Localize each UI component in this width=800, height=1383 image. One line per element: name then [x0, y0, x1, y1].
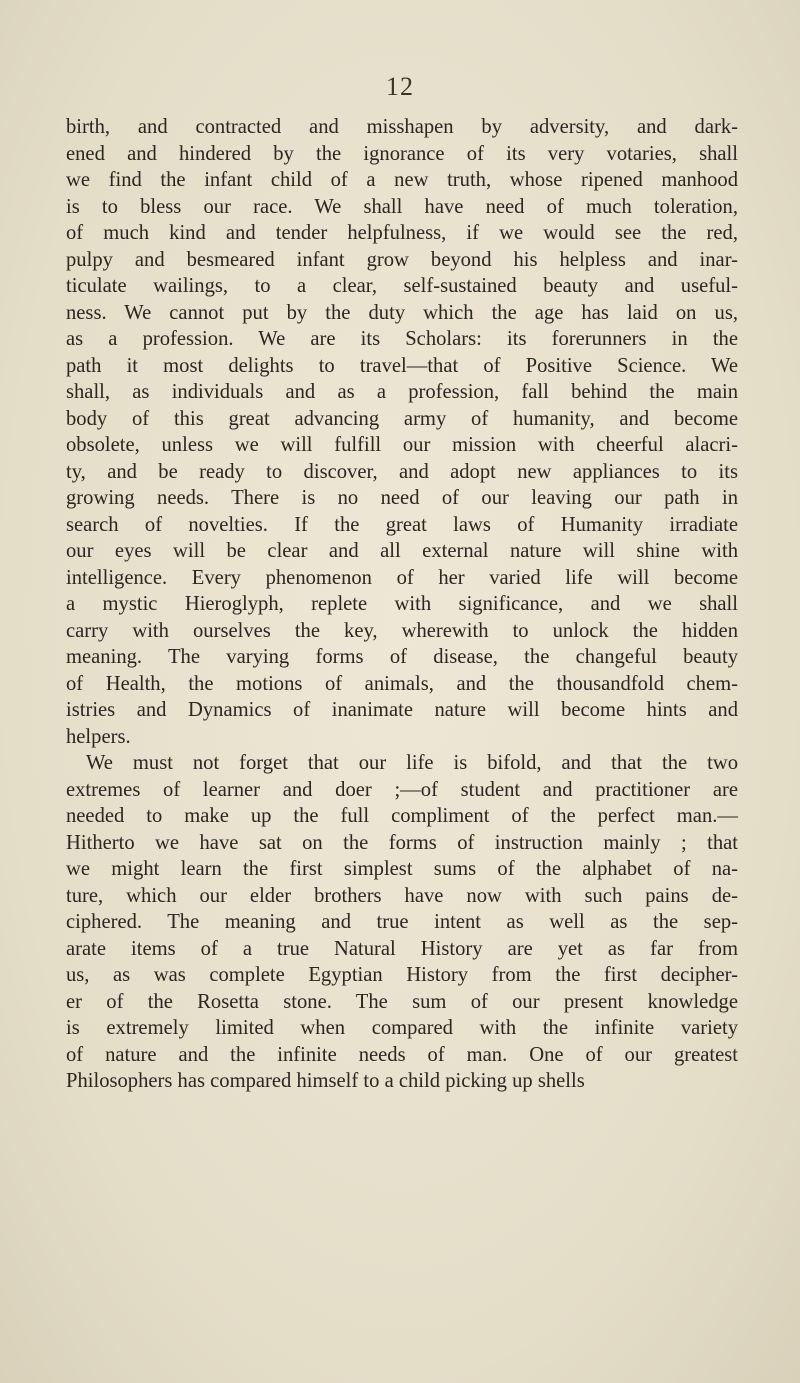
- text-line: search of novelties. If the great laws of Humanity irradiate: [66, 513, 738, 536]
- text-line: helpers.: [66, 725, 131, 748]
- text-line: our eyes will be clear and all external nature will shine with: [66, 540, 738, 562]
- text-line: extremes of learner and doer ;—of student and practitioner are: [66, 778, 738, 801]
- text-line: ened and hindered by the ignorance of its very votaries, shall: [66, 142, 738, 165]
- text-line: a mystic Hieroglyph, replete with significance, and we shall: [66, 593, 738, 615]
- text-line: ticulate wailings, to a clear, self-sustained beauty and useful-: [66, 275, 738, 297]
- page-number: 12: [386, 72, 414, 101]
- text-line: as a profession. We are its Scholars: its forerunners in the: [66, 328, 738, 350]
- text-line: is to bless our race. We shall have need of much toleration,: [66, 195, 738, 218]
- text-line: us, as was complete Egyptian History from the first decipher-: [66, 964, 738, 986]
- text-line: shall, as individuals and as a profession, fall behind the main: [66, 381, 738, 403]
- text-line: growing needs. There is no need of our leaving our path in: [66, 487, 738, 509]
- text-line: of nature and the infinite needs of man. One of our greatest: [66, 1043, 738, 1066]
- text-line: Philosophers has compared himself to a child picking up shells: [66, 1070, 585, 1092]
- text-line: of Health, the motions of animals, and the thousandfold chem-: [66, 672, 738, 695]
- text-line: We must not forget that our life is bifold, and that the two: [86, 752, 738, 774]
- text-line: intelligence. Every phenomenon of her varied life will become: [66, 566, 738, 589]
- text-line: ciphered. The meaning and true intent as well as the sep-: [66, 911, 738, 933]
- text-line: pulpy and besmeared infant grow beyond his helpless and inar-: [66, 248, 738, 271]
- text-line: we might learn the first simplest sums of the alphabet of na-: [66, 858, 738, 880]
- paragraph-1: [66, 114, 738, 750]
- text-line: body of this great advancing army of humanity, and become: [66, 407, 738, 430]
- text-line: obsolete, unless we will fulfill our mission with cheerful alacri-: [66, 434, 738, 456]
- text-line: ture, which our elder brothers have now with such pains de-: [66, 884, 738, 907]
- text-line: path it most delights to travel—that of Positive Science. We: [66, 354, 738, 377]
- text-line: Hitherto we have sat on the forms of instruction mainly ; that: [66, 831, 738, 854]
- paragraph-2: [66, 750, 738, 1095]
- text-line: we find the infant child of a new truth, whose ripened manhood: [66, 169, 738, 191]
- text-line: birth, and contracted and misshapen by adversity, and dark-: [66, 116, 738, 138]
- text-line: arate items of a true Natural History are yet as far from: [66, 937, 738, 960]
- text-line: meaning. The varying forms of disease, the changeful beauty: [66, 646, 738, 668]
- text-line: ty, and be ready to discover, and adopt new appliances to its: [66, 460, 738, 483]
- text-line: er of the Rosetta stone. The sum of our present knowledge: [66, 990, 738, 1013]
- text-line: needed to make up the full compliment of the perfect man.—: [66, 805, 738, 827]
- body-text: [66, 114, 738, 1095]
- text-line: carry with ourselves the key, wherewith to unlock the hidden: [66, 619, 738, 642]
- text-line: of much kind and tender helpfulness, if we would see the red,: [66, 222, 738, 244]
- text-line: ness. We cannot put by the duty which the age has laid on us,: [66, 301, 738, 324]
- text-line: istries and Dynamics of inanimate nature will become hints and: [66, 699, 738, 721]
- text-line: is extremely limited when compared with the infinite variety: [66, 1017, 738, 1039]
